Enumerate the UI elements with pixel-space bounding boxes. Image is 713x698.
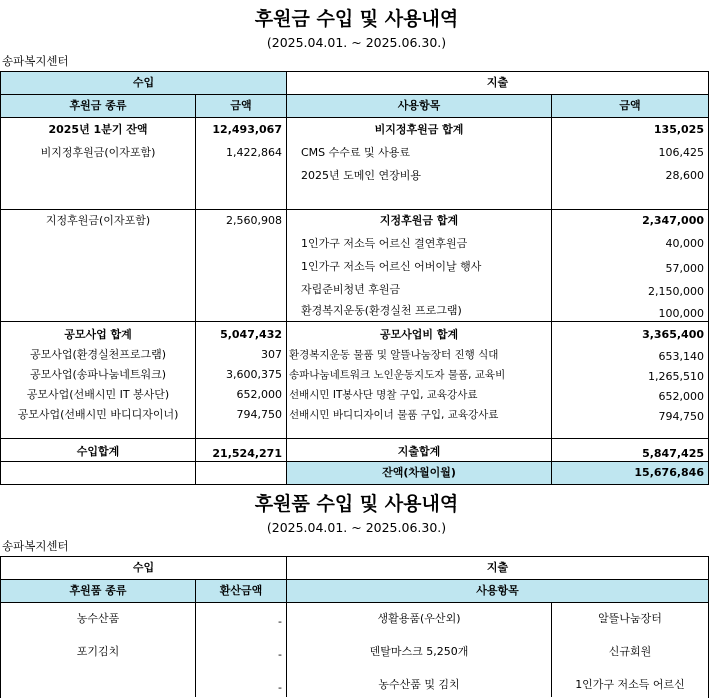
income-amount: 2,560,908 (226, 214, 282, 227)
expense-total: 5,847,425 (642, 447, 704, 460)
expense-amount: 2,347,000 (642, 214, 704, 227)
income-label: 공모사업(송파나눔네트워크) (29, 368, 167, 381)
expense-label: 선배시민 바디디자이너 물품 구입, 교육강사료 (289, 409, 499, 421)
goods-converted: - (278, 648, 282, 661)
expense-amount: 135,025 (653, 123, 704, 136)
income-amount: 307 (261, 348, 282, 361)
goods-type: 농수산품 (76, 612, 120, 625)
goods-usage-item: 덴탈마스크 5,250개 (369, 645, 469, 658)
goods-converted: - (278, 681, 282, 694)
expense-amount: 653,140 (658, 350, 704, 363)
goods-table (0, 556, 709, 698)
col-income-amount: 금액 (196, 95, 286, 117)
income-amount: 652,000 (236, 388, 282, 401)
goods-converted: - (278, 615, 282, 628)
income-amount: 12,493,067 (212, 123, 282, 136)
col-expense-amount: 금액 (552, 95, 708, 117)
income-label: 공모사업 합계 (64, 328, 132, 341)
income-amount: 3,600,375 (226, 368, 282, 381)
income-amount: 1,422,864 (226, 146, 282, 159)
expense-total-label: 지출합계 (397, 445, 441, 458)
expense-label: 비지정후원금 합계 (374, 123, 464, 136)
col-goods-type: 후원품 종류 (1, 580, 195, 602)
expense-label: 송파나눔네트워크 노인운동지도자 물품, 교육비 (289, 369, 506, 381)
income-total-label: 수입합계 (76, 445, 120, 458)
col-expense-item: 사용항목 (287, 95, 551, 117)
expense-label: 공모사업비 합계 (379, 328, 459, 341)
org-name: 송파복지센터 (2, 54, 69, 68)
expense-amount: 57,000 (665, 262, 704, 275)
income-amount: 794,750 (236, 408, 282, 421)
goods-type: 포기김치 (76, 645, 120, 658)
income-label: 공모사업(선배시민 IT 봉사단) (26, 388, 170, 401)
expense-header: 지출 (486, 76, 509, 89)
expense-amount: 2,150,000 (648, 285, 704, 298)
goods-usage-target: 1인가구 저소득 어르신 (575, 678, 685, 691)
expense-label: 환경복지운동 물품 및 알뜰나눔장터 진행 식대 (289, 349, 499, 361)
expense-amount: 100,000 (658, 307, 704, 320)
income-label: 2025년 1분기 잔액 (48, 123, 148, 136)
donation-table (0, 71, 709, 485)
expense-label: 지정후원금 합계 (379, 214, 459, 227)
expense-amount: 106,425 (658, 146, 704, 159)
expense-label: 선배시민 IT봉사단 명찰 구입, 교육강사료 (289, 389, 478, 401)
income-label: 공모사업(환경실천프로그램) (29, 348, 167, 361)
page-title: 후원금 수입 및 사용내역 (254, 8, 459, 30)
expense-label: CMS 수수료 및 사용료 (301, 146, 411, 159)
goods-expense-header: 지출 (486, 561, 509, 574)
goods-usage-item: 생활용품(우산외) (377, 612, 461, 625)
income-label: 비지정후원금(이자포함) (40, 146, 156, 159)
balance-amount: 15,676,846 (552, 462, 708, 484)
goods-usage-item: 농수산품 및 김치 (378, 678, 460, 691)
income-label: 공모사업(선배시민 바디디자이너) (17, 408, 179, 421)
col-usage: 사용항목 (287, 580, 708, 602)
goods-org-name: 송파복지센터 (2, 539, 69, 553)
income-total: 21,524,271 (212, 447, 282, 460)
period: (2025.04.01. ~ 2025.06.30.) (266, 35, 447, 50)
expense-label: 자립준비청년 후원금 (301, 283, 401, 296)
expense-amount: 3,365,400 (642, 328, 704, 341)
income-amount: 5,047,432 (220, 328, 282, 341)
goods-usage-target: 알뜰나눔장터 (598, 612, 662, 625)
goods-title: 후원품 수입 및 사용내역 (254, 493, 459, 515)
col-income-type: 후원금 종류 (1, 95, 195, 117)
expense-label: 환경복지운동(환경실천 프로그램) (301, 304, 462, 317)
income-label: 지정후원금(이자포함) (45, 214, 151, 227)
balance-label: 잔액(차월이월) (287, 462, 551, 484)
expense-label: 2025년 도메인 연장비용 (301, 169, 421, 182)
expense-amount: 28,600 (665, 169, 704, 182)
expense-amount: 1,265,510 (648, 370, 704, 383)
expense-label: 1인가구 저소득 어르신 어버이날 행사 (301, 260, 482, 273)
expense-amount: 794,750 (658, 410, 704, 423)
expense-amount: 652,000 (658, 390, 704, 403)
col-converted: 환산금액 (196, 580, 286, 602)
goods-period: (2025.04.01. ~ 2025.06.30.) (266, 520, 447, 535)
goods-usage-target: 신규회원 (608, 645, 652, 658)
income-header: 수입 (1, 72, 286, 94)
goods-income-header: 수입 (132, 561, 155, 574)
expense-amount: 40,000 (665, 237, 704, 250)
expense-label: 1인가구 저소득 어르신 결연후원금 (301, 237, 468, 250)
